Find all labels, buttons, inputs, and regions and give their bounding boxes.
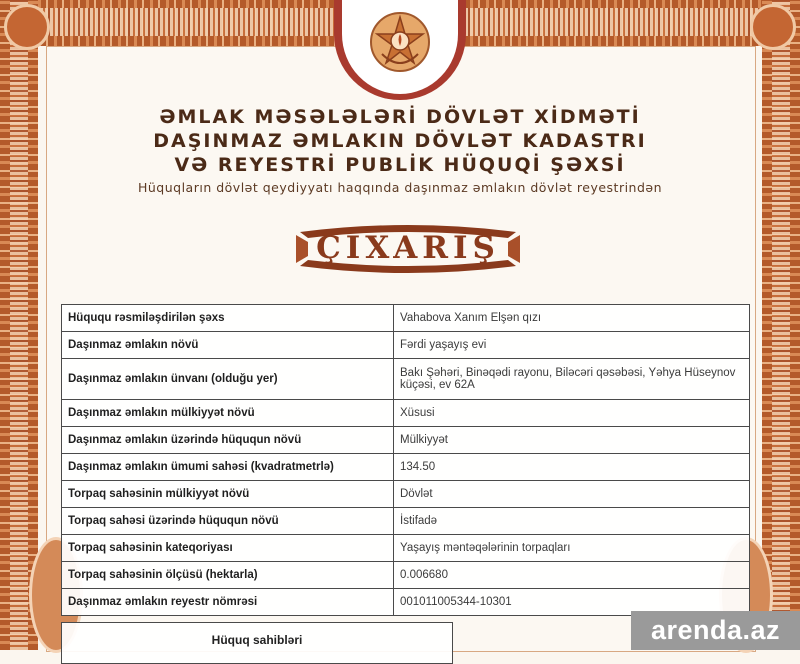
- rights-holders-label: Hüquq sahibləri: [211, 633, 303, 647]
- watermark: arenda.az: [631, 611, 800, 650]
- table-row: [62, 427, 750, 454]
- row-label: Daşınmaz əmlakın ünvanı (olduğu yer): [62, 359, 394, 400]
- document-title: ÇIXARIŞ: [316, 230, 500, 266]
- rights-holders-section: [61, 622, 453, 664]
- row-label: Hüququ rəsmiləşdirilən şəxs: [62, 305, 394, 332]
- ornamental-border-left-inner: [10, 0, 28, 650]
- header-line-3: VƏ REYESTRİ PUBLİK HÜQUQİ ŞƏXSİ: [174, 154, 626, 176]
- row-value: 001011005344-10301: [394, 589, 750, 616]
- table-row: [62, 400, 750, 427]
- row-label: Torpaq sahəsinin kateqoriyası: [62, 535, 394, 562]
- state-emblem-icon: [368, 10, 432, 74]
- row-label: Daşınmaz əmlakın reyestr nömrəsi: [62, 589, 394, 616]
- row-label: Daşınmaz əmlakın ümumi sahəsi (kvadratmetrlə): [62, 454, 394, 481]
- row-label: Daşınmaz əmlakın üzərində hüququn növü: [62, 427, 394, 454]
- table-row: [62, 454, 750, 481]
- header-subtitle: Hüquqların dövlət qeydiyyatı haqqında daşınmaz əmlakın dövlət reyestrindən: [137, 180, 663, 195]
- table-row: [62, 332, 750, 359]
- document-title-banner: [296, 218, 520, 280]
- header-line-2: DAŞINMAZ ƏMLAKIN DÖVLƏT KADASTRI: [153, 130, 647, 152]
- table-row: [62, 305, 750, 332]
- table-row: [62, 508, 750, 535]
- row-label: Torpaq sahəsinin mülkiyyət növü: [62, 481, 394, 508]
- row-label: Daşınmaz əmlakın növü: [62, 332, 394, 359]
- table-row: [62, 562, 750, 589]
- row-value: İstifadə: [394, 508, 750, 535]
- row-value: Xüsusi: [394, 400, 750, 427]
- corner-ornament-right: [750, 4, 796, 50]
- row-value: Fərdi yaşayış evi: [394, 332, 750, 359]
- row-value: Bakı Şəhəri, Binəqədi rayonu, Biləcəri qəsəbəsi, Yəhya Hüseynov küçəsi, ev 62A: [394, 359, 750, 400]
- table-row: [62, 359, 750, 400]
- row-value: Mülkiyyət: [394, 427, 750, 454]
- row-label: Torpaq sahəsinin ölçüsü (hektarla): [62, 562, 394, 589]
- table-row: [62, 481, 750, 508]
- row-value: Yaşayış məntəqələrinin torpaqları: [394, 535, 750, 562]
- row-value: 134.50: [394, 454, 750, 481]
- row-label: Daşınmaz əmlakın mülkiyyət növü: [62, 400, 394, 427]
- row-value: Vahabova Xanım Elşən qızı: [394, 305, 750, 332]
- table-row: [62, 535, 750, 562]
- ornamental-border-right-inner: [772, 0, 790, 650]
- corner-ornament-left: [4, 4, 50, 50]
- row-value: Dövlət: [394, 481, 750, 508]
- row-value: 0.006680: [394, 562, 750, 589]
- property-info-table: [61, 304, 750, 616]
- header-line-1: ƏMLAK MƏSƏLƏLƏRİ DÖVLƏT XİDMƏTİ: [159, 106, 641, 128]
- row-label: Torpaq sahəsi üzərində hüququn növü: [62, 508, 394, 535]
